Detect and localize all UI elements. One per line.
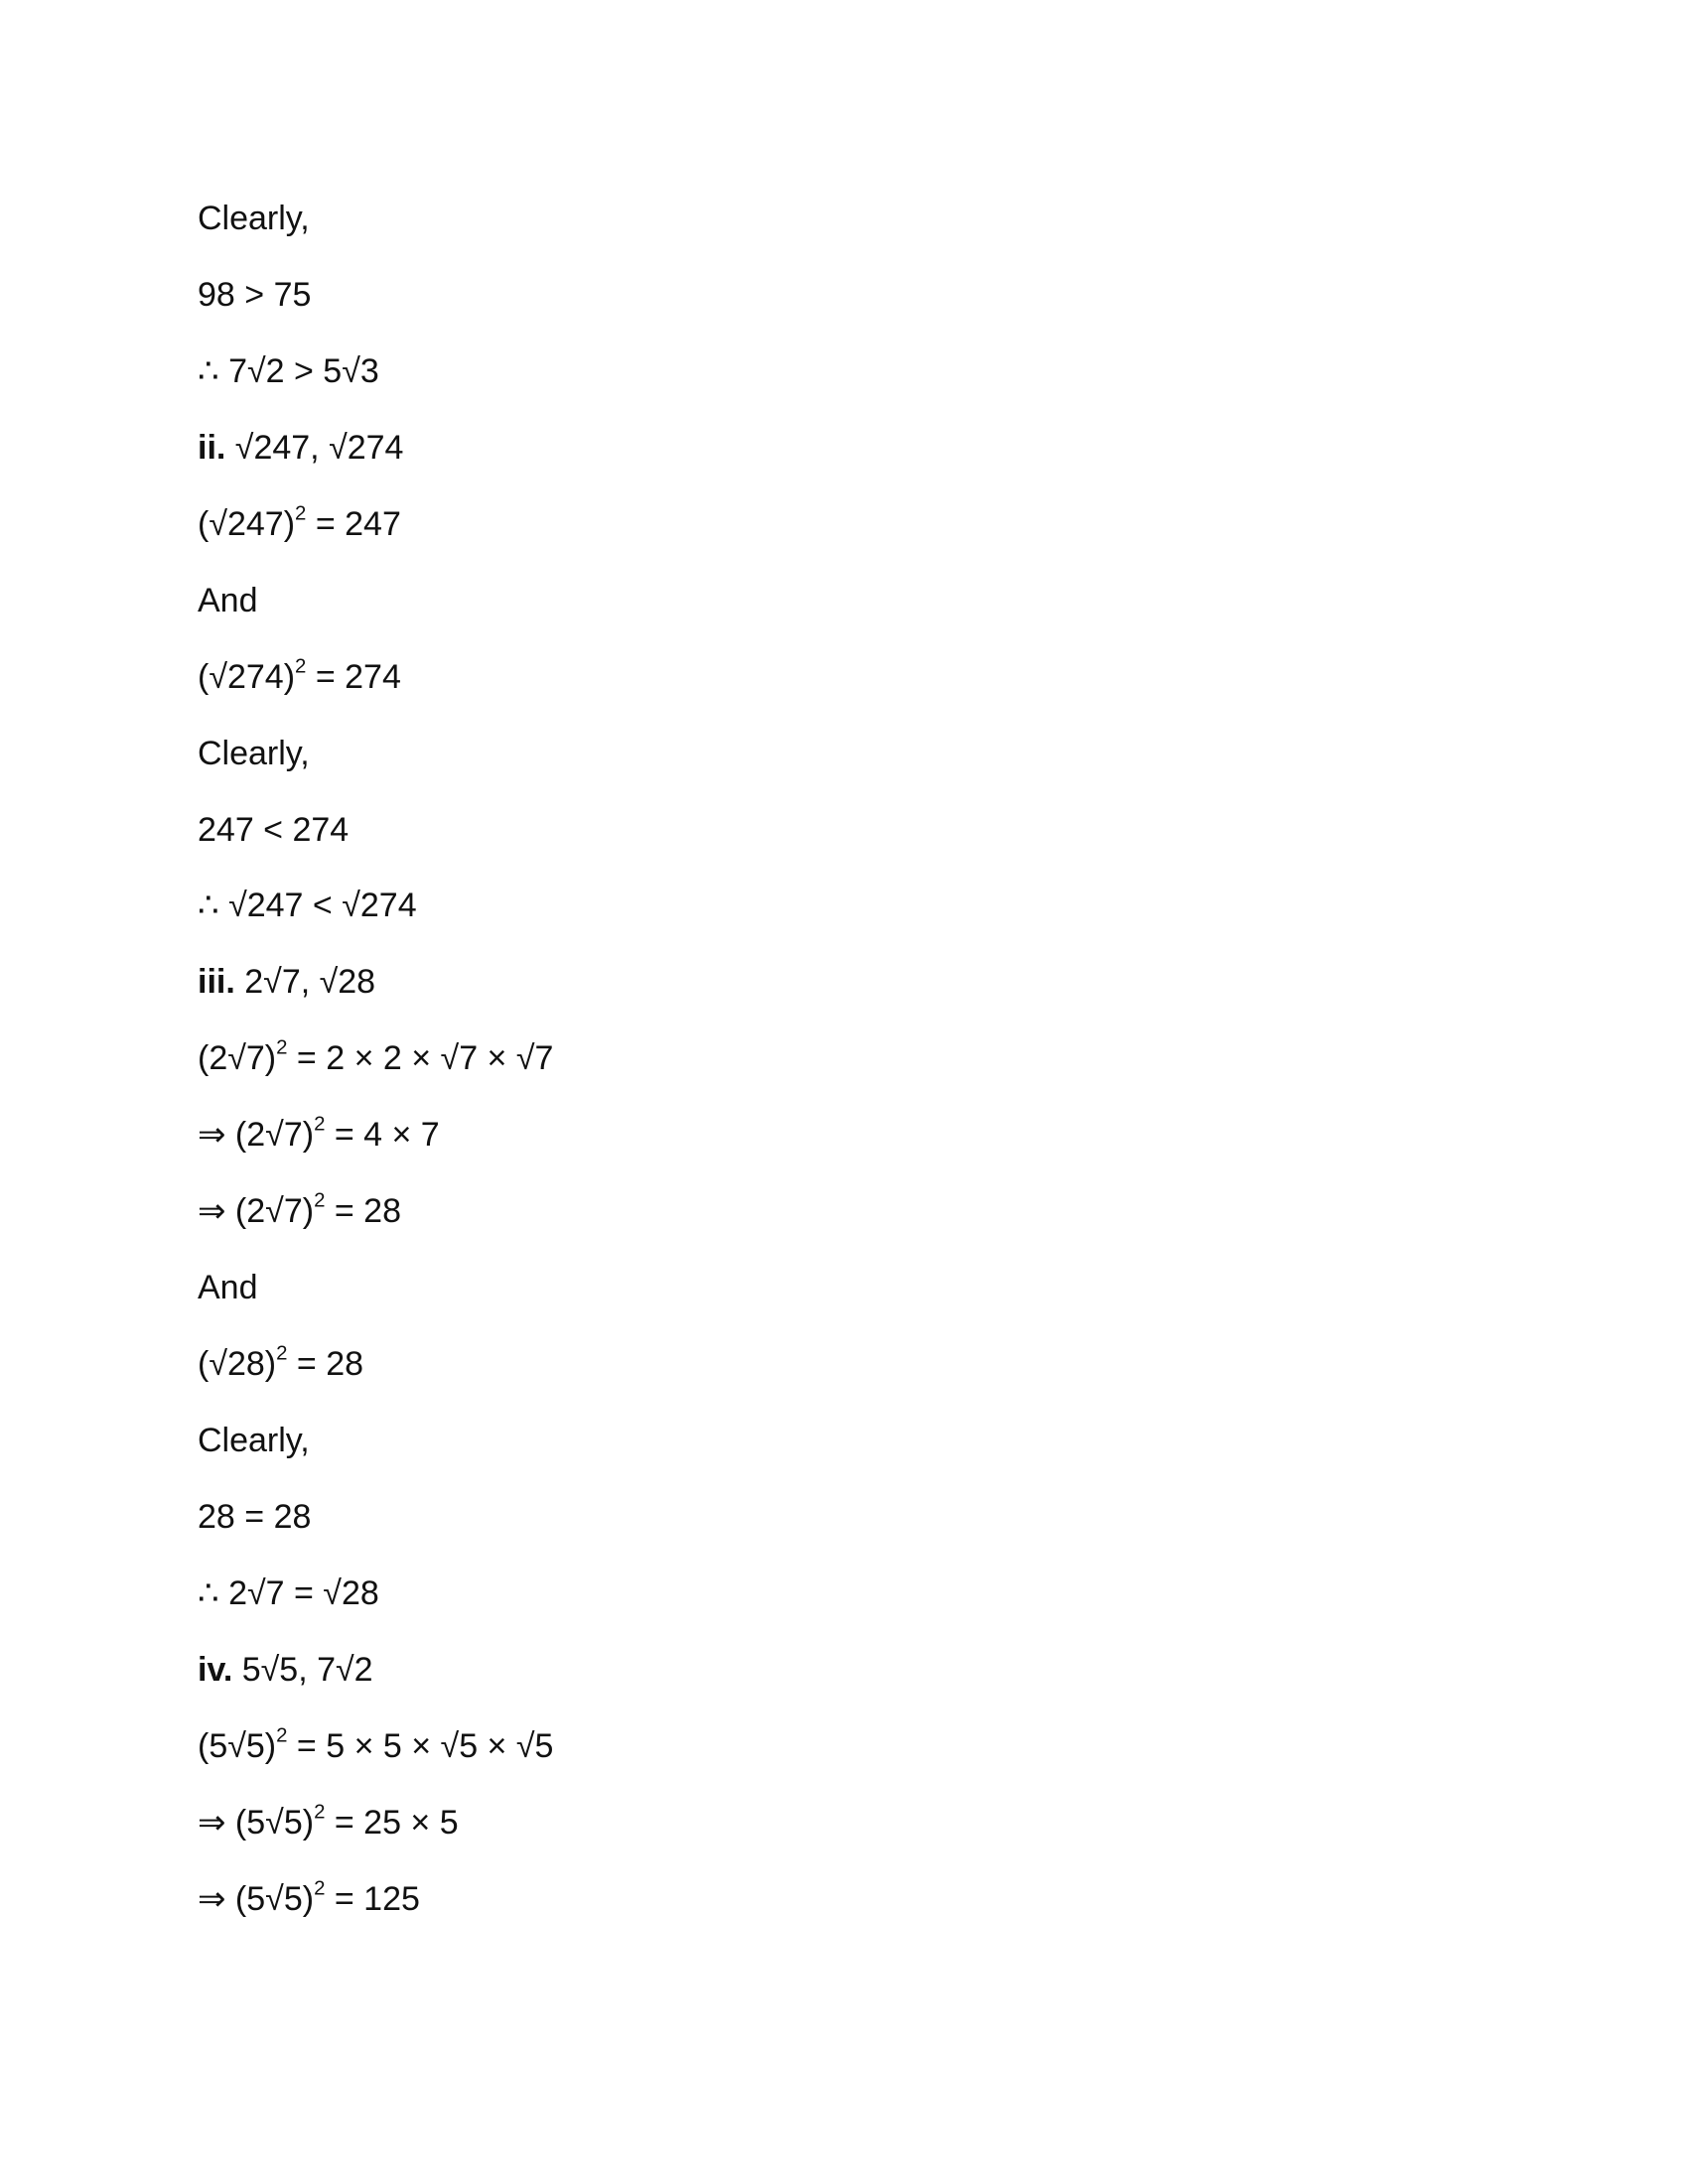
text-line: [198, 1266, 553, 1342]
exponent: 2: [295, 655, 307, 678]
equality-line: [198, 1495, 553, 1571]
exponent: 2: [276, 1724, 288, 1747]
line-text: = 274: [306, 657, 401, 696]
line-text: ⇒ (5√5): [198, 1803, 315, 1842]
equation-line: [198, 1724, 553, 1801]
conclusion-line: [198, 884, 553, 960]
line-text: = 28: [287, 1345, 364, 1384]
part-heading-ii: [198, 426, 553, 502]
line-text: And: [198, 1269, 258, 1307]
line-text: ⇒ (2√7): [198, 1192, 315, 1231]
equation-line: [198, 502, 553, 579]
line-text: Clearly,: [198, 734, 310, 772]
line-text: = 28: [325, 1192, 401, 1231]
text-line: [198, 1419, 553, 1495]
inequality-line: [198, 273, 553, 349]
part-label: iv.: [198, 1650, 233, 1689]
text-line: [198, 732, 553, 808]
equation-line: [198, 1877, 553, 1954]
exponent: 2: [314, 1113, 326, 1136]
exponent: 2: [314, 1877, 326, 1900]
equation-line: [198, 655, 553, 732]
line-text: (√247): [198, 504, 296, 543]
line-text: And: [198, 581, 258, 619]
line-text: (√28): [198, 1345, 277, 1384]
line-text: (2√7): [198, 1039, 277, 1078]
line-text: (√274): [198, 657, 296, 696]
line-text: = 25 × 5: [325, 1803, 459, 1842]
part-label: iii.: [198, 963, 235, 1002]
text-line: [198, 579, 553, 655]
line-text: = 5 × 5 × √5 × √5: [287, 1726, 554, 1765]
conclusion-line: [198, 349, 553, 426]
exponent: 2: [276, 1342, 288, 1365]
exponent: 2: [314, 1189, 326, 1212]
line-text: Clearly,: [198, 200, 310, 237]
line-text: ⇒ (5√5): [198, 1879, 315, 1918]
line-text: 2√7, √28: [234, 963, 376, 1002]
line-text: = 247: [306, 504, 401, 543]
text-line: [198, 197, 553, 273]
line-text: ∴ 2√7 = √28: [198, 1573, 379, 1612]
line-text: 28 = 28: [198, 1497, 312, 1536]
line-text: 247 < 274: [198, 810, 350, 849]
equation-line: [198, 1801, 553, 1877]
equation-line: [198, 1189, 553, 1266]
equation-line: [198, 1036, 553, 1113]
part-heading-iv: [198, 1648, 553, 1724]
line-text: ∴ 7√2 > 5√3: [198, 351, 379, 390]
line-text: = 125: [325, 1879, 420, 1918]
line-text: 98 > 75: [198, 275, 312, 314]
exponent: 2: [314, 1801, 326, 1824]
line-text: ⇒ (2√7): [198, 1116, 315, 1155]
line-text: Clearly,: [198, 1422, 310, 1459]
part-label: ii.: [198, 428, 226, 467]
solution-content: [198, 197, 553, 1954]
conclusion-line: [198, 1571, 553, 1648]
line-text: = 2 × 2 × √7 × √7: [287, 1039, 554, 1078]
equation-line: [198, 1113, 553, 1189]
line-text: ∴ √247 < √274: [198, 887, 417, 925]
exponent: 2: [276, 1037, 288, 1060]
inequality-line: [198, 808, 553, 885]
line-text: = 4 × 7: [325, 1116, 440, 1155]
line-text: √247, √274: [225, 428, 404, 467]
exponent: 2: [295, 502, 307, 525]
part-heading-iii: [198, 960, 553, 1036]
line-text: 5√5, 7√2: [232, 1650, 373, 1689]
equation-line: [198, 1342, 553, 1419]
line-text: (5√5): [198, 1726, 277, 1765]
